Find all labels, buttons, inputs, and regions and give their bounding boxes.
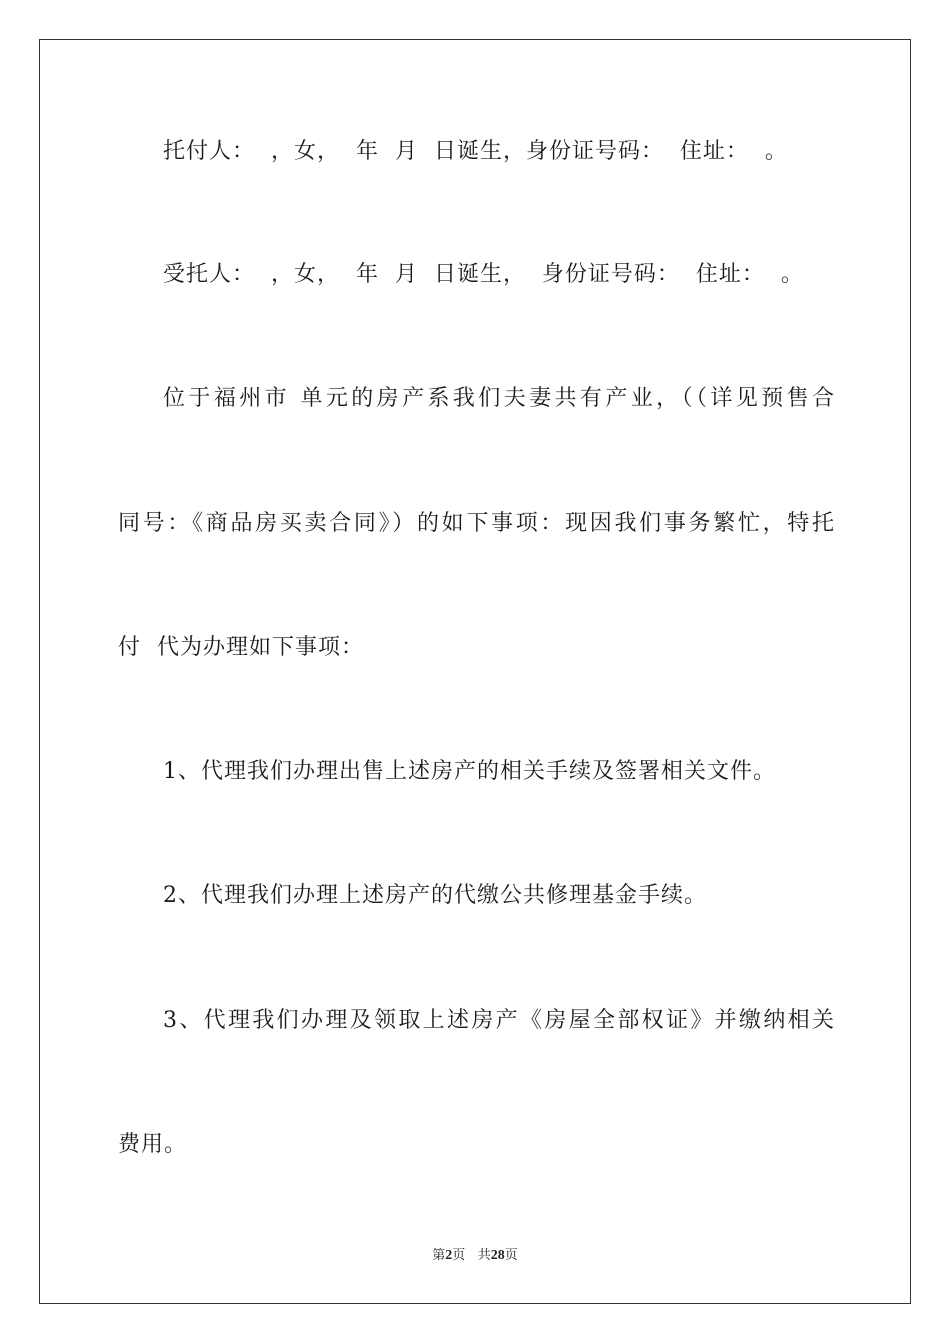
text-line-item-1: 1、代理我们办理出售上述房产的相关手续及签署相关文件。 [163, 759, 776, 784]
text-line-property-3: 付 代为办理如下事项： [118, 635, 364, 660]
footer-total-pages: 28 [490, 1248, 505, 1263]
footer-total-prefix: 共 [477, 1248, 491, 1263]
footer-current-page: 2 [445, 1248, 453, 1263]
text-line-item-3: 3、代理我们办理及领取上述房产《房屋全部权证》并缴纳相关 [163, 1008, 834, 1033]
footer-page-prefix: 第 [432, 1248, 446, 1263]
text-line-agent: 受托人： ，女， 年 月 日诞生， 身份证号码： 住址： 。 [163, 262, 804, 287]
page-footer [0, 1247, 950, 1265]
text-line-property-2: 同号：《商品房买卖合同》）的如下事项：现因我们事务繁忙，特托 [118, 511, 834, 536]
footer-page-suffix: 页 [452, 1248, 466, 1263]
page-border [39, 39, 911, 1304]
text-line-property-1: 位于福州市 单元的房产系我们夫妻共有产业，（（详见预售合 [163, 386, 834, 411]
text-line-principal: 托付人： ，女， 年 月 日诞生，身份证号码： 住址： 。 [163, 139, 788, 164]
text-line-item-2: 2、代理我们办理上述房产的代缴公共修理基金手续。 [163, 883, 707, 908]
footer-total-suffix: 页 [504, 1248, 518, 1263]
text-line-item-3-cont: 费用。 [118, 1132, 188, 1157]
